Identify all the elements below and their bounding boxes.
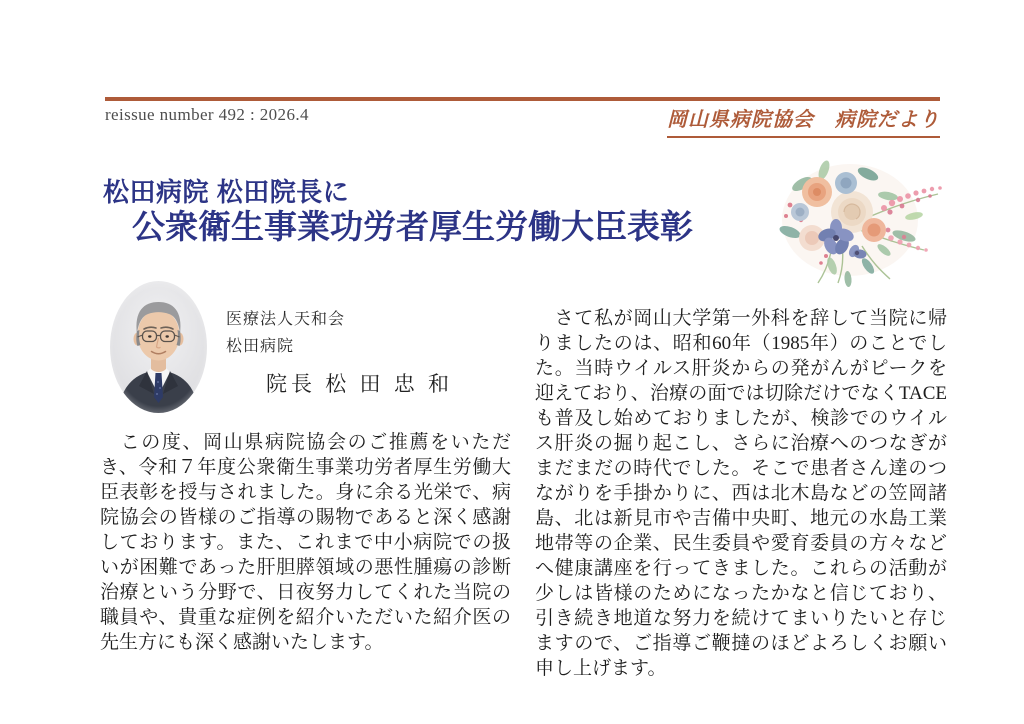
article-title: 公衆衛生事業功労者厚生労働大臣表彰: [132, 210, 693, 246]
author-caption: [226, 306, 453, 398]
article-body-left-column: この度、岡山県病院協会のご推薦をいただき、令和７年度公衆衛生事業功労者厚生労働大臣表彰を授与されました。身に余る光栄で、病院協会の皆様のご指導の賜物であると深く感謝しております。また、これまで中小病院での扱いが困難であった肝胆膵領域の悪性腫瘍の診断治療という分野で、日夜努力してくれた当院の職員や、貴重な症例を紹介いただいた紹介医の先生方にも深く感謝いたします。: [100, 432, 511, 653]
issue-number-text: reissue number 492 : 2026.4: [105, 105, 309, 124]
header-rule: [105, 97, 940, 101]
author-organization: 医療法人天和会: [226, 311, 346, 328]
author-hospital: 松田病院: [226, 338, 295, 355]
flower-decoration: [772, 150, 958, 290]
flower-bouquet-icon: [772, 150, 958, 290]
director-portrait-photo: [110, 281, 207, 413]
portrait-illustration: [110, 281, 207, 413]
article-body-right-column: さて私が岡山大学第一外科を辞して当院に帰りましたのは、昭和60年（1985年）のことでした。当時ウイルス肝炎からの発がんがピークを迎えており、治療の面では切除だけでなくTACEも普及し始めておりましたが、検診でのウイルス肝炎の掘り起こし、さらに治療へのつなぎがまだまだの時代でした。そこで患者さん達のつながりを手掛かりに、西は北木島などの笠岡諸島、北は新見市や吉備中央町、地元の水島工業地帯等の企業、民生委員や愛育委員の方々などへ健康講座を行ってきました。これらの活動が少しは皆様のためになったかなと信じており、引き続き地道な努力を続けてまいりたいと存じますので、ご指導ご鞭撻のほどよろしくお願い申し上げます。: [535, 308, 947, 679]
newsletter-masthead: 岡山県病院協会 病院だより: [667, 103, 940, 138]
article-subtitle: 松田病院 松田院長に: [103, 177, 350, 207]
author-name: 院長 松 田 忠 和: [266, 372, 453, 396]
